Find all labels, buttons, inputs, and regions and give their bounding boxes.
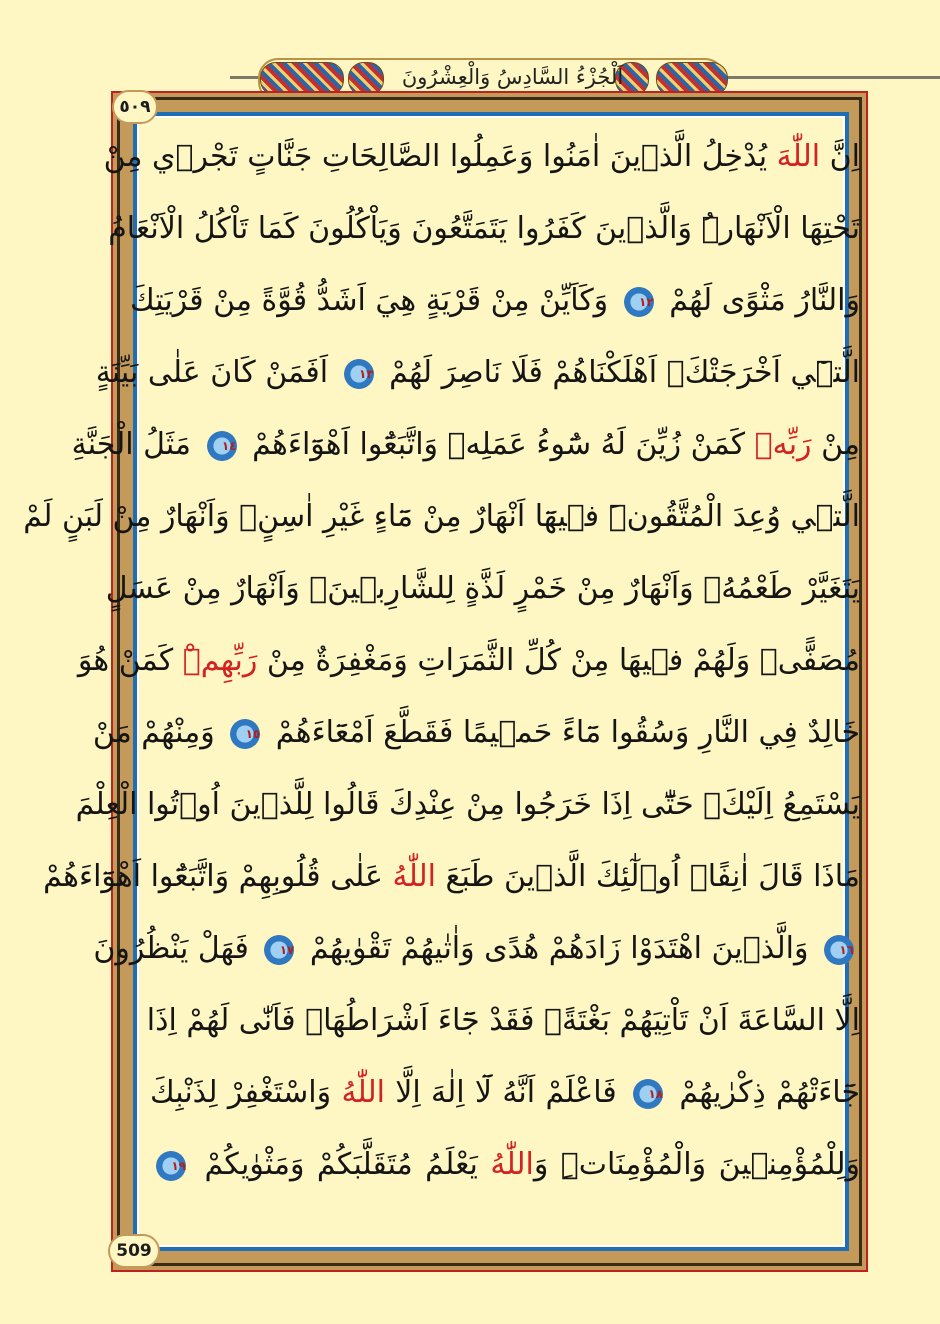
divine-name: رَبِّهِمْۜ [182, 643, 258, 678]
verse-text: خَالِدٌ فِي النَّارِ وَسُقُوا مَٓاءً حَمٖيمًا فَقَطَّعَ اَمْعَٓاءَهُمْ [266, 715, 860, 750]
text-line [129, 272, 860, 342]
text-line [146, 992, 860, 1062]
verse-text: جَٓاءَتْهُمْ ذِكْرٰيهُمْ [669, 1075, 860, 1110]
divine-name: اللّٰهَ [776, 139, 821, 174]
verse-text: وَالَّذٖينَ اهْتَدَوْا زَادَهُمْ هُدًى وَاٰتٰيهُمْ تَقْوٰيهُمْ [300, 931, 818, 966]
verse-text: وَاسْتَغْفِرْ لِذَنْبِكَ [150, 1075, 342, 1110]
verse-text: اِلَّا السَّاعَةَ اَنْ تَاْتِيَهُمْ بَغْتَةًۚ فَقَدْ جَٓاءَ اَشْرَاطُهَاۚ فَاَنّٰى لَهُمْ اِذَا [146, 1003, 860, 1038]
ayah-marker: ١٤ [207, 431, 237, 461]
juz-title: اَلْجُزْءُ السَّادِسُ وَالْعِشْرُونَ [401, 65, 624, 89]
verse-text: وَمِنْهُمْ مَنْ [92, 715, 225, 750]
verse-text: وَكَاَيِّنْ مِنْ قَرْيَةٍ هِيَ اَشَدُّ قُوَّةً مِنْ قَرْيَتِكَ [129, 283, 618, 318]
verse-text: يُدْخِلُ الَّذٖينَ اٰمَنُوا وَعَمِلُوا الصَّالِحَاتِ جَنَّاتٍ تَجْرٖي مِنْ [103, 139, 777, 174]
verse-text: الَّتٖٓي اَخْرَجَتْكَۚ اَهْلَكْنَاهُمْ فَلَا نَاصِرَ لَهُمْ [379, 355, 860, 390]
page-number-latin: 509 [108, 1234, 160, 1268]
verse-text: يَسْتَمِعُ اِلَيْكَۚ حَتّٰٓى اِذَا خَرَجُوا مِنْ عِنْدِكَ قَالُوا لِلَّذٖينَ اُو۫تُوا الْعِلْمَ [75, 787, 860, 822]
ayah-marker: ١٧ [264, 935, 294, 965]
ayah-marker: ١٥ [230, 719, 260, 749]
ayah-marker: ١٢ [624, 287, 654, 317]
text-line [23, 488, 860, 558]
verse-text: مِنْ [811, 427, 860, 462]
verse-text: الَّتٖي وُعِدَ الْمُتَّقُونَۜ فٖيهَٓا اَنْهَارٌ مِنْ مَٓاءٍ غَيْرِ اٰسِنٍۚ وَاَنْهَارٌ مِنْ لَبَنٍ لَمْ [23, 499, 860, 534]
verse-text: اِنَّ [820, 139, 860, 174]
verse-text: وَالنَّارُ مَثْوًى لَهُمْ [659, 283, 860, 318]
text-line [150, 1136, 860, 1206]
verse-text: تَحْتِهَا الْاَنْهَارُۜ وَالَّذٖينَ كَفَرُوا يَتَمَتَّعُونَ وَيَاْكُلُونَ كَمَا تَاْكُلُ الْاَنْعَامُ [108, 211, 860, 246]
divine-name: اللّٰهُ [392, 859, 436, 894]
verse-text: مُصَفًّىۜ وَلَهُمْ فٖيهَا مِنْ كُلِّ الثَّمَرَاتِ وَمَغْفِرَةٌ مِنْ [257, 643, 860, 678]
text-line [103, 128, 860, 198]
text-line [92, 704, 860, 774]
text-line [75, 776, 860, 846]
text-line [71, 416, 860, 486]
verse-text: اَفَمَنْ كَانَ عَلٰى بَيِّنَةٍ [95, 355, 338, 390]
verse-text: مَثَلُ الْجَنَّةِ [71, 427, 201, 462]
verse-text: كَمَنْ زُيِّنَ لَهُ سُٓوءُ عَمَلِهٖ وَاتَّبَعُٓوا اَهْوَٓاءَهُمْ [242, 427, 755, 462]
text-line [77, 632, 860, 702]
verse-text: كَمَنْ هُوَ [77, 643, 183, 678]
text-line [43, 848, 860, 918]
ayah-marker: ١٣ [344, 359, 374, 389]
ayah-marker: ١٦ [824, 935, 854, 965]
text-line [150, 1064, 860, 1134]
divine-name: اللّٰهُ [341, 1075, 385, 1110]
verse-text: عَلٰى قُلُوبِهِمْ وَاتَّبَعُٓوا اَهْوَٓاءَهُمْ [43, 859, 393, 894]
verse-text: فَاعْلَمْ اَنَّهُ لَٓا اِلٰهَ اِلَّا [384, 1075, 628, 1110]
text-line [108, 200, 860, 270]
text-line [95, 344, 860, 414]
divine-name: اللّٰهُ [490, 1147, 534, 1182]
text-line [105, 560, 860, 630]
verse-text: يَتَغَيَّرْ طَعْمُهُۚ وَاَنْهَارٌ مِنْ خَمْرٍ لَذَّةٍ لِلشَّارِبٖينَۚ وَاَنْهَارٌ مِنْ عَسَلٍ [105, 571, 860, 606]
verse-text: مَاذَا قَالَ اٰنِفًاۗ اُو۬لٰٓئِكَ الَّذٖينَ طَبَعَ [435, 859, 860, 894]
text-line [93, 920, 860, 990]
page-number-arabic: ٥٠٩ [112, 90, 158, 124]
verse-text: وَلِلْمُؤْمِنٖينَ وَالْمُؤْمِنَاتِۜ وَ [533, 1147, 860, 1182]
divine-name: رَبِّهٖ [754, 427, 812, 462]
verse-text: يَعْلَمُ مُتَقَلَّبَكُمْ وَمَثْوٰيكُمْ [192, 1147, 491, 1182]
ayah-marker: ١٨ [633, 1079, 663, 1109]
verse-text: فَهَلْ يَنْظُرُونَ [93, 931, 259, 966]
ayah-marker: ١٩ [156, 1151, 186, 1181]
